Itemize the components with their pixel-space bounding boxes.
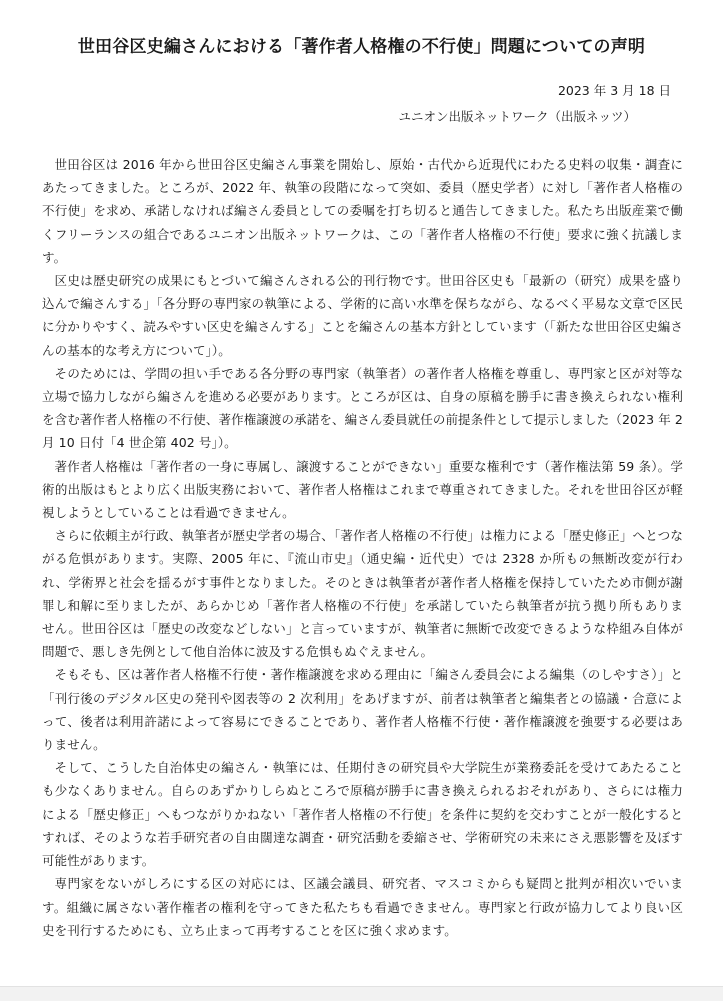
paragraph: 世田谷区は 2016 年から世田谷区史編さん事業を開始し、原始・古代から近現代にわたる史料の収集・調査にあたってきました。ところが、2022 年、執筆の段階になって突如、委員（歴史学者）に対し「著作者人格権の不行使」を求め、承諾しなければ編さん委員としての委嘱を打ち切ると通告してきました。私たち出版産業で働くフリーランスの組合であるユニオン出版ネットワークは、この「著作者人格権の不行使」要求に強く抗議します。: [42, 157, 683, 265]
paragraph: そのためには、学問の担い手である各分野の専門家（執筆者）の著作者人格権を尊重し、専門家と区が対等な立場で協力しながら編さんを進める必要があります。ところが区は、自身の原稿を勝手に書き換えられない権利を含む著作者人格権の不行使、著作権譲渡の承諾を、編さん委員就任の前提条件として提示しました（2023 年 2 月 10 日付「4 世企第 402 号」）。: [42, 365, 683, 451]
document-title: 世田谷区史編さんにおける「著作者人格権の不行使」問題についての声明: [77, 37, 646, 57]
paragraph: 専門家をないがしろにする区の対応には、区議会議員、研究者、マスコミからも疑問と批判が相次いでいます。組織に属さない著作権者の権利を守ってきた私たちも看過できません。専門家と行政が協力してより良い区史を刊行するためにも、立ち止まって再考することを区に強く求めます。: [42, 876, 683, 938]
paragraph: そもそも、区は著作者人格権不行使・著作権譲渡を求める理由に「編さん委員会による編集（のしやすさ）」と「刊行後のデジタル区史の発刊や図表等の 2 次利用」をあげますが、前者は執筆者と編集者との協議・合意によって、後者は利用許諾によって容易にできることであり、著作者人格権不行使・著作権譲渡を強要する必要はありません。: [42, 667, 683, 753]
paragraph: さらに依頼主が行政、執筆者が歴史学者の場合、「著作者人格権の不行使」は権力による「歴史修正」へとつながる危惧があります。実際、2005 年に、『流山市史』（通史編・近代史）では 2328 か所もの無断改変が行われ、学術界と社会を揺るがす事件となりました。そのときは執筆者が著作者人格権を保持していたため市側が謝罪し和解に至りましたが、あらかじめ「著作者人格権の不行使」を承諾していたら執筆者が抗う拠り所もありません。世田谷区は「歴史の改変などしない」と言っていますが、執筆者に無断で改変できるような枠組み自体が問題で、悪しき先例として他自治体に波及する危惧もぬぐえません。: [42, 528, 683, 660]
paragraph: 著作者人格権は「著作者の一身に専属し、譲渡することができない」重要な権利です（著作権法第 59 条）。学術的出版はもとより広く出版実務において、著作者人格権はこれまで尊重されてきました。それを世田谷区が軽視しようとしていることは看過できません。: [42, 458, 683, 521]
statement-body: [42, 153, 683, 942]
statement-date: 2023 年 3 月 18 日: [557, 83, 671, 98]
paragraph: そして、こうした自治体史の編さん・執筆には、任期付きの研究員や大学院生が業務委託を受けてあたることも少なくありません。自らのあずかりしらぬところで原稿が勝手に書き換えられるおそれがあり、さらには権力による「歴史修正」へもつながりかねない「著作者人格権の不行使」を条件に契約を交わすことが一般化するとすれば、そのような若手研究者の自由闊達な調査・研究活動を委縮させ、学術研究の未来にさえ悪影響を及ぼす可能性があります。: [42, 760, 683, 869]
organization-name: ユニオン出版ネットワーク（出版ネッツ）: [398, 109, 636, 124]
paragraph: 区史は歴史研究の成果にもとづいて編さんされる公的刊行物です。世田谷区史も「最新の（研究）成果を盛り込んで編さんする」「各分野の専門家の執筆による、学術的に高い水準を保ちながら、なるべく平易な文章で区民に分かりやすく、読みやすい区史を編さんする」ことを編さんの基本方針としています（「新たな世田谷区史編さんの基本的な考え方について」）。: [42, 273, 683, 358]
viewer-bottom-edge: [0, 986, 723, 1001]
